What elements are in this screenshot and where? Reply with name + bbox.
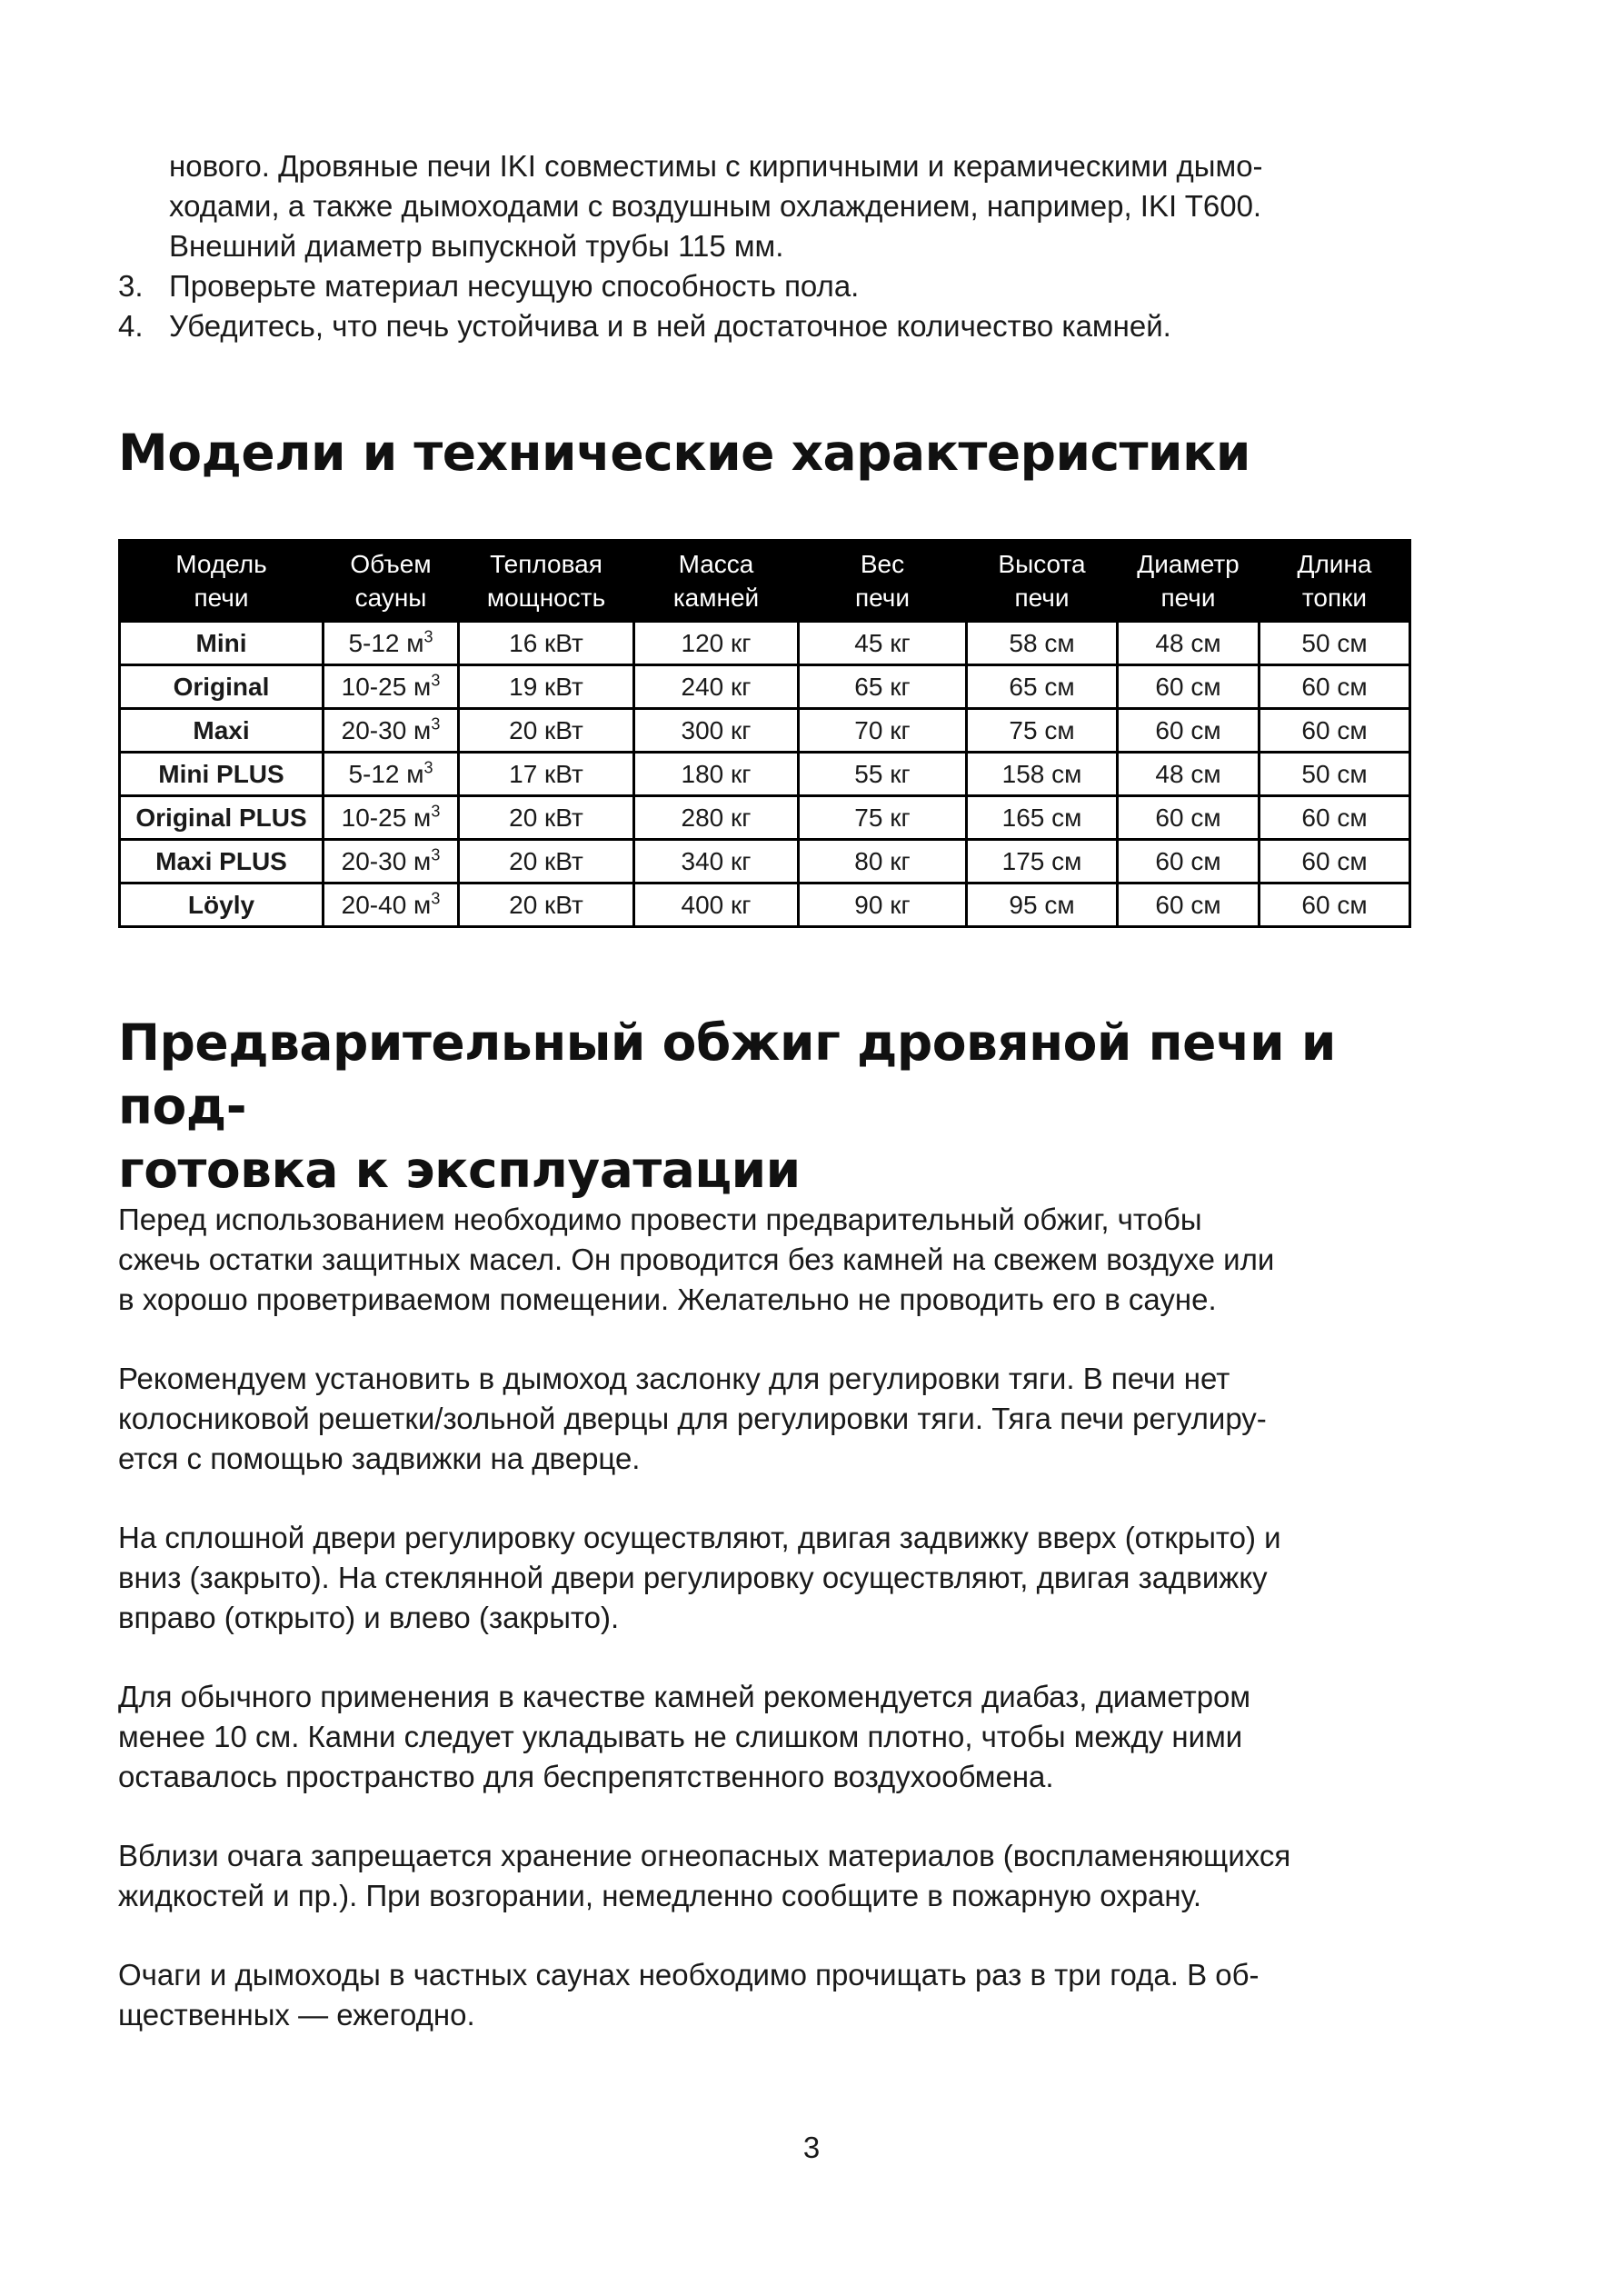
list-item — [118, 306, 1409, 346]
paragraphs — [118, 1200, 1409, 2074]
heading-line: Предварительный обжиг дровяной печи и под- — [118, 1013, 1336, 1135]
list-item — [118, 266, 1409, 306]
length-cell: 60 см — [1260, 665, 1410, 709]
volume-cell — [324, 753, 459, 796]
volume-cell — [324, 709, 459, 753]
text-line: оставалось пространство для беспрепятственного воздухообмена. — [118, 1760, 1054, 1793]
text-line: Перед использованием необходимо провести предварительный обжиг, чтобы — [118, 1203, 1202, 1236]
table-row — [120, 840, 1410, 883]
diameter-cell: 60 см — [1118, 709, 1260, 753]
model-cell: Löyly — [120, 883, 324, 927]
column-header: Диаметр печи — [1118, 541, 1260, 622]
text-line: Очаги и дымоходы в частных саунах необходимо прочищать раз в три года. В об- — [118, 1958, 1260, 1992]
column-header: Вес печи — [799, 541, 967, 622]
table-row — [120, 753, 1410, 796]
height-cell: 95 см — [967, 883, 1118, 927]
length-cell: 60 см — [1260, 709, 1410, 753]
paragraph — [118, 1518, 1409, 1638]
table-row — [120, 796, 1410, 840]
length-cell: 60 см — [1260, 883, 1410, 927]
cubic-exponent: 3 — [423, 627, 433, 646]
power-cell: 20 кВт — [459, 709, 634, 753]
volume-cell — [324, 840, 459, 883]
volume-cell — [324, 796, 459, 840]
model-cell: Original PLUS — [120, 796, 324, 840]
weight-cell: 90 кг — [799, 883, 967, 927]
column-header: Высота печи — [967, 541, 1118, 622]
weight-cell: 45 кг — [799, 622, 967, 665]
section-heading-models: Модели и технические характеристики — [118, 424, 1250, 482]
cubic-exponent: 3 — [431, 802, 441, 821]
column-header: Объем сауны — [324, 541, 459, 622]
diameter-cell: 60 см — [1118, 883, 1260, 927]
page-number: 3 — [802, 2131, 821, 2164]
text-line: сжечь остатки защитных масел. Он проводится без камней на свежем воздухе или — [118, 1243, 1275, 1276]
table-row — [120, 665, 1410, 709]
column-header: Модель печи — [120, 541, 324, 622]
power-cell: 17 кВт — [459, 753, 634, 796]
paragraph — [118, 1677, 1409, 1797]
weight-cell: 70 кг — [799, 709, 967, 753]
power-cell: 16 кВт — [459, 622, 634, 665]
stones-cell: 240 кг — [634, 665, 799, 709]
paragraph — [118, 1955, 1409, 2035]
text-line: жидкостей и пр.). При возгорании, немедленно сообщите в пожарную охрану. — [118, 1879, 1201, 1912]
list-item-text: Проверьте материал несущую способность пола. — [169, 269, 860, 303]
model-cell: Maxi — [120, 709, 324, 753]
power-cell: 20 кВт — [459, 796, 634, 840]
volume-value: 10-25 м — [341, 672, 432, 701]
text-line: в хорошо проветриваемом помещении. Желательно не проводить его в сауне. — [118, 1283, 1217, 1316]
heading-line: готовка к эксплуатации — [118, 1141, 801, 1199]
height-cell: 165 см — [967, 796, 1118, 840]
stones-cell: 340 кг — [634, 840, 799, 883]
length-cell: 60 см — [1260, 796, 1410, 840]
diameter-cell: 48 см — [1118, 622, 1260, 665]
length-cell: 50 см — [1260, 622, 1410, 665]
specs-table — [118, 539, 1411, 928]
volume-cell — [324, 622, 459, 665]
volume-value: 20-30 м — [341, 846, 432, 875]
column-header: Длина топки — [1260, 541, 1410, 622]
stones-cell: 280 кг — [634, 796, 799, 840]
diameter-cell: 60 см — [1118, 665, 1260, 709]
cubic-exponent: 3 — [423, 758, 433, 777]
height-cell: 75 см — [967, 709, 1118, 753]
cubic-exponent: 3 — [431, 671, 441, 690]
stones-cell: 180 кг — [634, 753, 799, 796]
power-cell: 20 кВт — [459, 883, 634, 927]
list-number: 4. — [118, 309, 144, 343]
section-heading-preparation — [118, 1011, 1409, 1202]
volume-value: 20-30 м — [341, 715, 432, 744]
text-line: нового. Дровяные печи IKI совместимы с кирпичными и керамическими дымо- — [169, 149, 1263, 183]
text-line: ходами, а также дымоходами с воздушным охлаждением, например, IKI T600. — [169, 189, 1262, 223]
height-cell: 58 см — [967, 622, 1118, 665]
model-cell: Maxi PLUS — [120, 840, 324, 883]
diameter-cell: 60 см — [1118, 796, 1260, 840]
model-cell: Mini PLUS — [120, 753, 324, 796]
volume-value: 5-12 м — [348, 759, 424, 788]
list-number: 3. — [118, 269, 144, 303]
weight-cell: 80 кг — [799, 840, 967, 883]
column-header: Тепловая мощность — [459, 541, 634, 622]
text-line: Рекомендуем установить в дымоход заслонку для регулировки тяги. В печи нет — [118, 1362, 1230, 1395]
cubic-exponent: 3 — [431, 714, 441, 734]
text-line: вправо (открыто) и влево (закрыто). — [118, 1601, 620, 1634]
text-line: Вблизи очага запрещается хранение огнеопасных материалов (воспламеняющихся — [118, 1839, 1291, 1872]
cubic-exponent: 3 — [431, 889, 441, 908]
text-line: менее 10 см. Камни следует укладывать не слишком плотно, чтобы между ними — [118, 1720, 1243, 1753]
weight-cell: 55 кг — [799, 753, 967, 796]
text-line: Для обычного применения в качестве камней рекомендуется диабаз, диаметром — [118, 1680, 1251, 1713]
table-row — [120, 709, 1410, 753]
power-cell: 19 кВт — [459, 665, 634, 709]
volume-cell — [324, 665, 459, 709]
height-cell: 65 см — [967, 665, 1118, 709]
volume-value: 10-25 м — [341, 803, 432, 832]
length-cell: 60 см — [1260, 840, 1410, 883]
text-line: вниз (закрыто). На стеклянной двери регулировку осуществляют, двигая задвижку — [118, 1561, 1268, 1594]
table-header-row — [120, 541, 1410, 622]
height-cell: 175 см — [967, 840, 1118, 883]
list-item-text: Убедитесь, что печь устойчива и в ней достаточное количество камней. — [169, 309, 1171, 343]
text-line: Внешний диаметр выпускной трубы 115 мм. — [169, 229, 784, 263]
intro-section — [118, 146, 1409, 346]
paragraph — [118, 1200, 1409, 1320]
paragraph — [118, 1359, 1409, 1479]
text-line: ется с помощью задвижки на дверце. — [118, 1442, 641, 1475]
model-cell: Original — [120, 665, 324, 709]
weight-cell: 65 кг — [799, 665, 967, 709]
weight-cell: 75 кг — [799, 796, 967, 840]
height-cell: 158 см — [967, 753, 1118, 796]
paragraph — [118, 1836, 1409, 1916]
diameter-cell: 60 см — [1118, 840, 1260, 883]
diameter-cell: 48 см — [1118, 753, 1260, 796]
volume-cell — [324, 883, 459, 927]
table-row — [120, 622, 1410, 665]
cubic-exponent: 3 — [431, 845, 441, 864]
power-cell: 20 кВт — [459, 840, 634, 883]
stones-cell: 120 кг — [634, 622, 799, 665]
model-cell: Mini — [120, 622, 324, 665]
text-line: На сплошной двери регулировку осуществляют, двигая задвижку вверх (открыто) и — [118, 1521, 1281, 1554]
list-item-continuation — [118, 146, 1409, 266]
table-row — [120, 883, 1410, 927]
volume-value: 5-12 м — [348, 628, 424, 657]
text-line: щественных — ежегодно. — [118, 1998, 475, 2031]
stones-cell: 400 кг — [634, 883, 799, 927]
volume-value: 20-40 м — [341, 890, 432, 919]
length-cell: 50 см — [1260, 753, 1410, 796]
column-header: Масса камней — [634, 541, 799, 622]
text-line: колосниковой решетки/зольной дверцы для регулировки тяги. Тяга печи регулиру- — [118, 1402, 1267, 1435]
stones-cell: 300 кг — [634, 709, 799, 753]
